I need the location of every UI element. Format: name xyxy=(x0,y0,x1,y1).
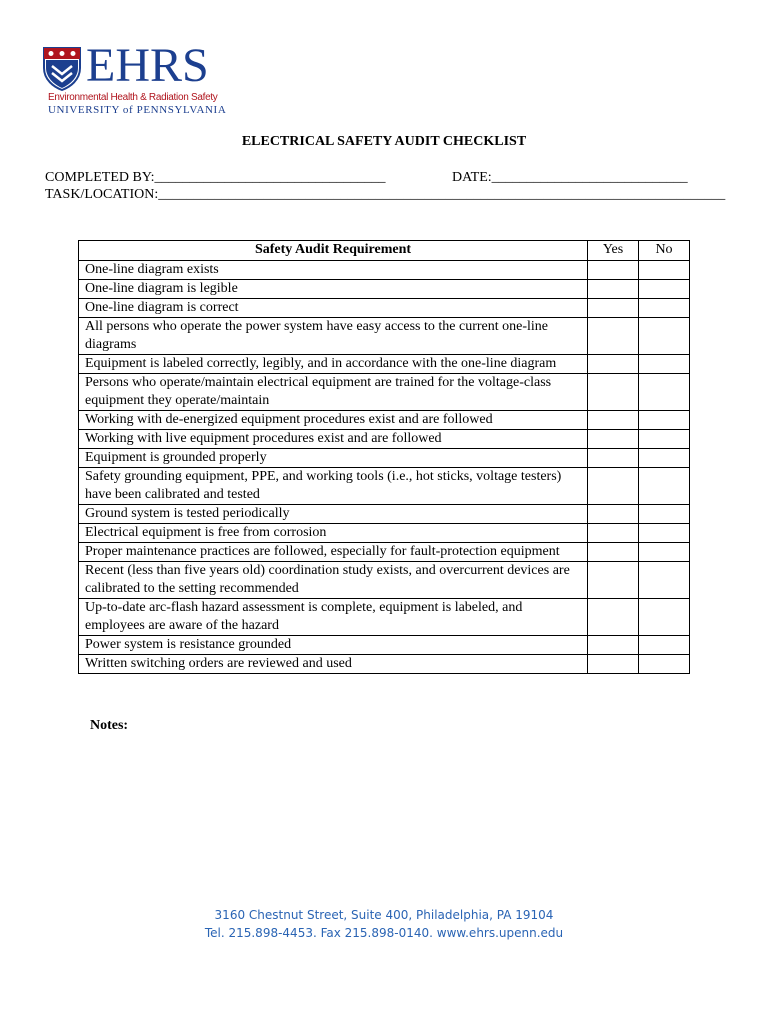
no-checkbox-cell[interactable] xyxy=(639,280,690,299)
header-requirement: Safety Audit Requirement xyxy=(79,241,588,261)
no-checkbox-cell[interactable] xyxy=(639,505,690,524)
table-row xyxy=(79,543,690,562)
table-row xyxy=(79,299,690,318)
no-checkbox-cell[interactable] xyxy=(639,599,690,636)
ehrs-logo xyxy=(42,39,232,116)
yes-checkbox-cell[interactable] xyxy=(588,449,639,468)
audit-checklist-table xyxy=(78,240,690,674)
no-checkbox-cell[interactable] xyxy=(639,449,690,468)
table-row xyxy=(79,430,690,449)
penn-shield-icon xyxy=(42,46,82,92)
table-row xyxy=(79,411,690,430)
requirement-cell: One-line diagram exists xyxy=(79,261,588,280)
yes-checkbox-cell[interactable] xyxy=(588,505,639,524)
document-title: ELECTRICAL SAFETY AUDIT CHECKLIST xyxy=(241,134,527,149)
no-checkbox-cell[interactable] xyxy=(639,411,690,430)
yes-checkbox-cell[interactable] xyxy=(588,261,639,280)
yes-checkbox-cell[interactable] xyxy=(588,299,639,318)
yes-checkbox-cell[interactable] xyxy=(588,280,639,299)
table-row xyxy=(79,261,690,280)
yes-checkbox-cell[interactable] xyxy=(588,468,639,505)
no-checkbox-cell[interactable] xyxy=(639,355,690,374)
no-checkbox-cell[interactable] xyxy=(639,524,690,543)
table-row xyxy=(79,599,690,636)
requirement-cell: Up-to-date arc-flash hazard assessment is complete, equipment is labeled, and employees are aware of the hazard xyxy=(79,599,588,636)
requirement-cell: Working with live equipment procedures exist and are followed xyxy=(79,430,588,449)
table-header-row xyxy=(79,241,690,261)
yes-checkbox-cell[interactable] xyxy=(588,636,639,655)
yes-checkbox-cell[interactable] xyxy=(588,562,639,599)
logo-tagline: Environmental Health & Radiation Safety xyxy=(48,92,218,103)
table-row xyxy=(79,468,690,505)
footer-address: 3160 Chestnut Street, Suite 400, Philadelphia, PA 19104 xyxy=(214,908,554,922)
completed-by-field[interactable]: COMPLETED BY:_________________________________ xyxy=(45,170,386,185)
yes-checkbox-cell[interactable] xyxy=(588,355,639,374)
no-checkbox-cell[interactable] xyxy=(639,299,690,318)
footer-contact: Tel. 215.898-4453. Fax 215.898-0140. www.ehrs.upenn.edu xyxy=(204,926,564,940)
table-row xyxy=(79,524,690,543)
no-checkbox-cell[interactable] xyxy=(639,430,690,449)
table-row xyxy=(79,655,690,674)
table-row xyxy=(79,280,690,299)
requirement-cell: Working with de-energized equipment procedures exist and are followed xyxy=(79,411,588,430)
logo-wordmark: EHRS xyxy=(86,39,209,92)
requirement-cell: One-line diagram is legible xyxy=(79,280,588,299)
yes-checkbox-cell[interactable] xyxy=(588,430,639,449)
requirement-cell: Equipment is labeled correctly, legibly, and in accordance with the one-line diagram xyxy=(79,355,588,374)
no-checkbox-cell[interactable] xyxy=(639,636,690,655)
requirement-cell: Written switching orders are reviewed and used xyxy=(79,655,588,674)
no-checkbox-cell[interactable] xyxy=(639,374,690,411)
no-checkbox-cell[interactable] xyxy=(639,562,690,599)
yes-checkbox-cell[interactable] xyxy=(588,374,639,411)
no-checkbox-cell[interactable] xyxy=(639,318,690,355)
requirement-cell: Persons who operate/maintain electrical equipment are trained for the voltage-class equipment they operate/maintain xyxy=(79,374,588,411)
requirement-cell: Ground system is tested periodically xyxy=(79,505,588,524)
table-row xyxy=(79,505,690,524)
yes-checkbox-cell[interactable] xyxy=(588,543,639,562)
table-row xyxy=(79,636,690,655)
requirement-cell: One-line diagram is correct xyxy=(79,299,588,318)
table-row xyxy=(79,562,690,599)
no-checkbox-cell[interactable] xyxy=(639,261,690,280)
requirement-cell: Proper maintenance practices are followed, especially for fault-protection equipment xyxy=(79,543,588,562)
requirement-cell: Power system is resistance grounded xyxy=(79,636,588,655)
yes-checkbox-cell[interactable] xyxy=(588,318,639,355)
table-row xyxy=(79,318,690,355)
table-row xyxy=(79,374,690,411)
header-no: No xyxy=(639,241,690,261)
yes-checkbox-cell[interactable] xyxy=(588,411,639,430)
task-location-field[interactable]: TASK/LOCATION:_________________________________________________________________________________ xyxy=(45,187,726,202)
date-field[interactable]: DATE:____________________________ xyxy=(452,170,688,185)
requirement-cell: Safety grounding equipment, PPE, and working tools (i.e., hot sticks, voltage testers) have been calibrated and tested xyxy=(79,468,588,505)
header-yes: Yes xyxy=(588,241,639,261)
yes-checkbox-cell[interactable] xyxy=(588,524,639,543)
table-row xyxy=(79,449,690,468)
yes-checkbox-cell[interactable] xyxy=(588,655,639,674)
no-checkbox-cell[interactable] xyxy=(639,655,690,674)
logo-university: UNIVERSITY of PENNSYLVANIA xyxy=(48,104,227,116)
yes-checkbox-cell[interactable] xyxy=(588,599,639,636)
requirement-cell: All persons who operate the power system have easy access to the current one-line diagrams xyxy=(79,318,588,355)
table-row xyxy=(79,355,690,374)
no-checkbox-cell[interactable] xyxy=(639,543,690,562)
no-checkbox-cell[interactable] xyxy=(639,468,690,505)
requirement-cell: Electrical equipment is free from corrosion xyxy=(79,524,588,543)
requirement-cell: Recent (less than five years old) coordination study exists, and overcurrent devices are calibrated to the setting recommended xyxy=(79,562,588,599)
notes-label: Notes: xyxy=(90,718,129,733)
requirement-cell: Equipment is grounded properly xyxy=(79,449,588,468)
